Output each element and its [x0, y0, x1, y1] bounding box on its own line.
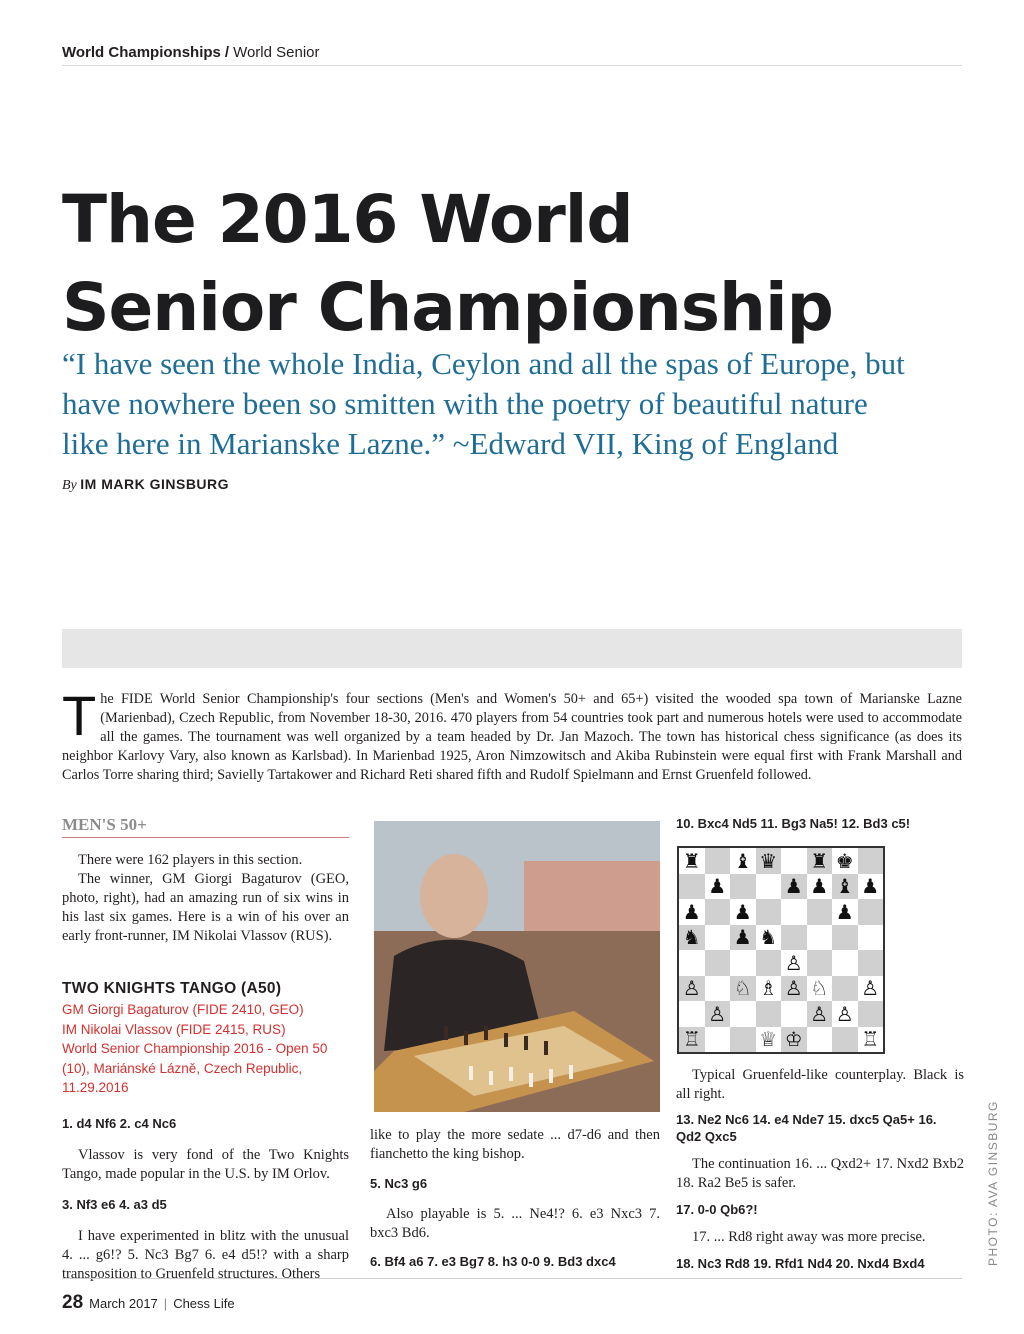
- chess-piece-icon: ♖: [682, 1027, 701, 1052]
- column-3: [676, 815, 964, 832]
- chess-piece-icon: ♟: [682, 899, 701, 924]
- game-moves: 3. Nf3 e6 4. a3 d5: [62, 1196, 167, 1212]
- title-line-1: The 2016 World: [62, 181, 633, 258]
- board-square: [730, 1001, 756, 1027]
- board-square: [832, 899, 858, 925]
- board-square: [730, 925, 756, 951]
- paragraph: Vlassov is very fond of the Two Knights Tango, made popular in the U.S. by IM Orlov.: [62, 1146, 349, 1182]
- quote-line-2: have nowhere been so smitten with the poetry of beautiful nature: [62, 386, 868, 421]
- chess-piece-icon: ♘: [733, 976, 752, 1001]
- drop-cap: T: [62, 684, 97, 747]
- article-title: [62, 176, 962, 352]
- chess-piece-icon: ♟: [810, 874, 829, 899]
- board-square: [730, 950, 756, 976]
- board-square: [807, 925, 833, 951]
- board-square: [858, 1001, 884, 1027]
- column-2: [370, 1126, 660, 1270]
- board-square: [705, 848, 731, 874]
- game-moves: 5. Nc3 g6: [370, 1176, 428, 1191]
- header-section: World Championships: [62, 44, 221, 61]
- board-square: [756, 950, 782, 976]
- magazine-name: Chess Life: [173, 1296, 235, 1311]
- board-square: [705, 950, 731, 976]
- board-square: [832, 925, 858, 951]
- board-square: [679, 976, 705, 1002]
- board-square: [756, 1027, 782, 1053]
- paragraph: like to play the more sedate ... d7-d6 and then fianchetto the king bishop.: [370, 1127, 660, 1162]
- game-moves: 17. 0-0 Qb6?!: [676, 1202, 758, 1217]
- intro-paragraph: [62, 684, 962, 785]
- chess-piece-icon: ♟: [784, 874, 803, 899]
- board-square: [679, 848, 705, 874]
- chess-piece-icon: ♖: [861, 1027, 880, 1052]
- paragraph: I have experimented in blitz with the unusual 4. ... g6!? 5. Nc3 Bg7 6. e4 d5!? with a sharp transposition to Gruenfeld structures. Others: [62, 1227, 349, 1282]
- white-player: GM Giorgi Bagaturov (FIDE 2410, GEO): [62, 1002, 304, 1017]
- game-moves: 13. Ne2 Nc6 14. e4 Nde7 15. dxc5 Qa5+ 16. Qd2 Qxc5: [676, 1112, 937, 1144]
- chess-piece-icon: ♛: [759, 848, 778, 873]
- header-subsection: World Senior: [233, 44, 320, 61]
- chess-piece-icon: ♟: [835, 899, 854, 924]
- chess-piece-icon: ♕: [759, 1027, 778, 1052]
- board-square: [679, 1027, 705, 1053]
- board-square: [832, 848, 858, 874]
- game-heading: TWO KNIGHTS TANGO (A50): [62, 980, 282, 997]
- photo-illustration: [374, 821, 660, 1112]
- intro-text: he FIDE World Senior Championship's four sections (Men's and Women's 50+ and 65+) visited the wooded spa town of Marianske Lazne (Marienbad), Czech Republic, from November 18-30, 2016. 470 players from 54 countries took part and numerous hotels were used to accommodate all the games. The tournament was well organized by a team headed by Dr. Jan Mazoch. The town has historical chess significance (as does its neighbor Karlovy Vary, also known as Karlsbad). In Marienbad 1925, Aron Nimzowitsch and Akiba Rubinstein were equal first with Frank Marshall and Carlos Torre sharing third; Savielly Tartakower and Richard Reti shared fifth and Rudolf Spielmann and Ernst Gruenfeld followed.: [62, 691, 962, 783]
- header-separator: /: [224, 44, 230, 61]
- chess-piece-icon: ♞: [682, 925, 701, 950]
- board-square: [679, 874, 705, 900]
- board-square: [858, 925, 884, 951]
- chess-piece-icon: ♔: [784, 1027, 803, 1052]
- board-square: [730, 1027, 756, 1053]
- black-player: IM Nikolai Vlassov (FIDE 2415, RUS): [62, 1021, 286, 1037]
- board-square: [756, 899, 782, 925]
- paragraph: There were 162 players in this section.: [78, 852, 303, 868]
- event-info: World Senior Championship 2016 - Open 50 (10), Mariánské Lázně, Czech Republic, 11.29.2016: [62, 1041, 328, 1095]
- chess-piece-icon: ♟: [861, 874, 880, 899]
- board-square: [730, 899, 756, 925]
- board-square: [807, 950, 833, 976]
- board-square: [858, 950, 884, 976]
- paragraph: Typical Gruenfeld-like counterplay. Black is all right.: [676, 1067, 964, 1102]
- chess-piece-icon: ♘: [810, 976, 829, 1001]
- chess-piece-icon: ♙: [708, 1001, 727, 1026]
- board-square: [832, 976, 858, 1002]
- board-square: [679, 950, 705, 976]
- chess-piece-icon: ♝: [733, 848, 752, 873]
- board-square: [858, 874, 884, 900]
- board-square: [832, 1027, 858, 1053]
- board-square: [705, 1001, 731, 1027]
- chess-piece-icon: ♜: [682, 848, 701, 873]
- board-square: [781, 1001, 807, 1027]
- board-square: [679, 899, 705, 925]
- chess-piece-icon: ♙: [810, 1001, 829, 1026]
- paragraph: 17. ... Rd8 right away was more precise.: [692, 1229, 926, 1245]
- page-number: 28: [62, 1292, 84, 1313]
- board-square: [858, 1027, 884, 1053]
- board-square: [705, 925, 731, 951]
- chess-piece-icon: ♙: [835, 1001, 854, 1026]
- chess-piece-icon: ♟: [733, 925, 752, 950]
- board-square: [807, 899, 833, 925]
- paragraph: The winner, GM Giorgi Bagaturov (GEO, photo, right), had an amazing run of six wins in his last six games. Here is a win of his over an early front-runner, IM Nikolai Vlassov (RUS).: [62, 871, 349, 944]
- board-square: [679, 925, 705, 951]
- photo-credit: PHOTO: AVA GINSBURG: [986, 1100, 1000, 1266]
- title-line-2: Senior Championship: [62, 269, 833, 346]
- section-heading: MEN'S 50+: [62, 815, 349, 838]
- chess-piece-icon: ♙: [784, 950, 803, 975]
- chess-piece-icon: ♙: [784, 976, 803, 1001]
- column-1: [62, 812, 349, 1284]
- issue-date: March 2017: [89, 1296, 158, 1311]
- paragraph: Also playable is 5. ... Ne4!? 6. e3 Nxc3 7. bxc3 Bd6.: [370, 1206, 660, 1241]
- board-square: [730, 976, 756, 1002]
- board-square: [756, 925, 782, 951]
- board-square: [807, 874, 833, 900]
- quote-line-3: like here in Marianske Lazne.” ~Edward VII, King of England: [62, 426, 839, 461]
- board-square: [730, 848, 756, 874]
- board-square: [781, 874, 807, 900]
- byline-author: IM MARK GINSBURG: [80, 476, 230, 492]
- chess-piece-icon: ♝: [835, 874, 854, 899]
- chess-piece-icon: ♚: [835, 848, 854, 873]
- chess-piece-icon: ♟: [708, 874, 727, 899]
- board-square: [756, 1001, 782, 1027]
- byline: [62, 476, 229, 494]
- epigraph-quote: [62, 344, 967, 464]
- board-square: [781, 899, 807, 925]
- paragraph: The continuation 16. ... Qxd2+ 17. Nxd2 Bxb2 18. Ra2 Be5 is safer.: [676, 1156, 964, 1191]
- board-square: [807, 848, 833, 874]
- chess-piece-icon: ♗: [759, 976, 778, 1001]
- decorative-band: [62, 629, 962, 668]
- board-square: [807, 976, 833, 1002]
- board-square: [832, 1001, 858, 1027]
- column-3-lower: [676, 1066, 964, 1272]
- quote-line-1: “I have seen the whole India, Ceylon and all the spas of Europe, but: [62, 346, 905, 381]
- running-header: [62, 44, 962, 66]
- board-square: [756, 874, 782, 900]
- board-square: [705, 874, 731, 900]
- chess-piece-icon: ♙: [682, 976, 701, 1001]
- board-square: [705, 899, 731, 925]
- player-photo: [374, 821, 660, 1112]
- board-square: [781, 1027, 807, 1053]
- game-moves: 6. Bf4 a6 7. e3 Bg7 8. h3 0-0 9. Bd3 dxc4: [370, 1254, 616, 1269]
- board-square: [832, 950, 858, 976]
- page-footer: [62, 1278, 962, 1314]
- chess-piece-icon: ♙: [861, 976, 880, 1001]
- byline-by: By: [62, 478, 77, 493]
- board-square: [781, 950, 807, 976]
- game-moves: 10. Bxc4 Nd5 11. Bg3 Na5! 12. Bd3 c5!: [676, 816, 911, 831]
- chess-piece-icon: ♟: [733, 899, 752, 924]
- board-square: [781, 848, 807, 874]
- board-square: [705, 976, 731, 1002]
- board-square: [781, 976, 807, 1002]
- board-square: [705, 1027, 731, 1053]
- footer-separator: |: [163, 1296, 168, 1311]
- board-square: [858, 976, 884, 1002]
- board-square: [730, 874, 756, 900]
- board-square: [832, 874, 858, 900]
- chess-diagram: [677, 846, 885, 1054]
- board-square: [858, 848, 884, 874]
- board-square: [807, 1027, 833, 1053]
- chess-piece-icon: ♜: [810, 848, 829, 873]
- board-square: [756, 976, 782, 1002]
- game-moves: 18. Nc3 Rd8 19. Rfd1 Nd4 20. Nxd4 Bxd4: [676, 1256, 925, 1271]
- board-square: [858, 899, 884, 925]
- board-square: [756, 848, 782, 874]
- board-square: [781, 925, 807, 951]
- chess-piece-icon: ♞: [759, 925, 778, 950]
- board-square: [679, 1001, 705, 1027]
- game-moves: 1. d4 Nf6 2. c4 Nc6: [62, 1115, 177, 1131]
- board-square: [807, 1001, 833, 1027]
